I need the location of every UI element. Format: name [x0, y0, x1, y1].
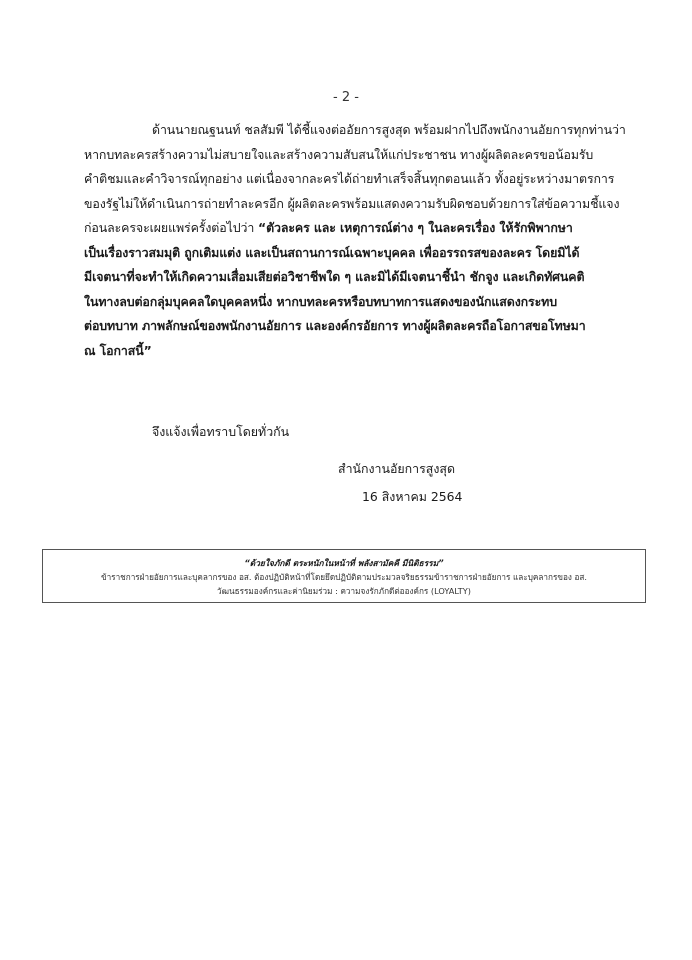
paragraph-line [84, 216, 644, 241]
quoted-statement-start: “ตัวละคร และ เหตุการณ์ต่าง ๆ ในละครเรื่อง ให้รักพิพากษา [258, 220, 573, 235]
statement-paragraph [84, 118, 644, 363]
paragraph-line: ของรัฐไม่ให้ดำเนินการถ่ายทำละครอีก ผู้ผลิตละครพร้อมแสดงความรับผิดชอบด้วยการใส่ข้อความชี้แจง [84, 195, 620, 211]
footer-values-line: วัฒนธรรมองค์กรและค่านิยมร่วม : ความจงรักภักดีต่อองค์กร (LOYALTY) [217, 586, 471, 596]
footer-ethics-line: ข้าราชการฝ่ายอัยการและบุคลากรของ อส. ต้องปฏิบัติหน้าที่โดยยึดปฏิบัติตามประมวลจริยธรรมข้าราชการฝ่ายอัยการ และบุคลากรของ อส. [100, 572, 588, 582]
quoted-statement-line: เป็นเรื่องราวสมมุติ ถูกเติมแต่ง และเป็นสถานการณ์เฉพาะบุคคล เพื่ออรรถรสของละคร โดยมิได้ [84, 244, 580, 260]
paragraph-line-prefix: ก่อนละครจะเผยแพร่ครั้งต่อไปว่า [84, 220, 259, 235]
closing-line: จึงแจ้งเพื่อทราบโดยทั่วกัน [152, 424, 290, 439]
footer-motto: “ด้วยใจภักดี ตระหนักในหน้าที่ พลังสามัคคี มีนิติธรรม” [244, 558, 444, 568]
quoted-statement-line: ในทางลบต่อกลุ่มบุคคลใดบุคคลหนึ่ง หากบทละครหรือบทบาทการแสดงของนักแสดงกระทบ [84, 293, 557, 309]
signature-block [338, 455, 462, 511]
paragraph-line: หากบทละครสร้างความไม่สบายใจและสร้างความสับสนให้แก่ประชาชน ทางผู้ผลิตละครขอน้อมรับ [84, 146, 594, 162]
footer-box [42, 549, 646, 603]
document-date: 16 สิงหาคม 2564 [362, 489, 463, 504]
quoted-statement-line: มีเจตนาที่จะทำให้เกิดความเสื่อมเสียต่อวิชาชีพใด ๆ และมิได้มีเจตนาชี้นำ ชักจูง และเกิดทัศนคติ [84, 269, 585, 284]
quoted-statement-line: ณ โอกาสนี้” [84, 342, 152, 358]
page-number: - 2 - [333, 90, 359, 105]
quoted-statement-line: ต่อบทบาท ภาพลักษณ์ของพนักงานอัยการ และองค์กรอัยการ ทางผู้ผลิตละครถือโอกาสขอโทษมา [84, 318, 586, 333]
paragraph-line: ด้านนายณฐนนท์ ชลสัมพี ได้ชี้แจงต่ออัยการสูงสุด พร้อมฝากไปถึงพนักงานอัยการทุกท่านว่า [152, 122, 626, 137]
paragraph-line: คำติชมและคำวิจารณ์ทุกอย่าง แต่เนื่องจากละครได้ถ่ายทำเสร็จสิ้นทุกตอนแล้ว ทั้งอยู่ระหว่างมาตรการ [84, 171, 615, 186]
office-name: สำนักงานอัยการสูงสุด [338, 461, 456, 476]
